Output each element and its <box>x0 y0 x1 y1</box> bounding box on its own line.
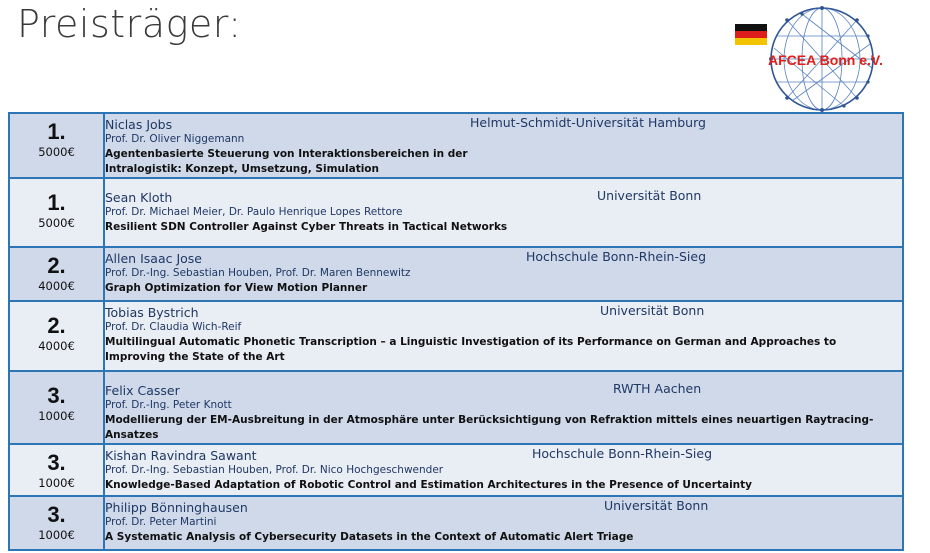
rank-cell <box>9 444 104 496</box>
advisors: Prof. Dr.-Ing. Sebastian Houben, Prof. Dr. Nico Hochgeschwender <box>105 464 444 476</box>
university-name: Universität Bonn <box>600 303 705 318</box>
rank-label: 2. <box>47 313 66 338</box>
advisors: Prof. Dr. Oliver Niggemann <box>105 133 245 145</box>
rank-label: 3. <box>47 502 66 527</box>
winner-info <box>104 178 903 247</box>
thesis-title: Graph Optimization for View Motion Planner <box>105 282 368 294</box>
prize-amount: 1000€ <box>38 476 75 490</box>
thesis-title: A Systematic Analysis of Cybersecurity Datasets in the Context of Automatic Alert Triage <box>105 531 634 543</box>
thesis-title: Modellierung der EM-Ausbreitung in der Atmosphäre unter Berücksichtigung von Refraktion mittels eines neuartigen Raytracing-Ansatzes <box>105 414 874 441</box>
advisors: Prof. Dr.-Ing. Peter Knott <box>105 399 232 411</box>
winner-info <box>104 301 903 371</box>
page-title: Preisträger: <box>17 2 242 46</box>
rank-label: 1. <box>47 190 66 215</box>
winner-name: Sean Kloth <box>105 190 173 205</box>
prize-amount: 5000€ <box>38 216 75 230</box>
logo-text: AFCEA Bonn e.V. <box>768 52 883 68</box>
winner-name: Niclas Jobs <box>105 117 173 132</box>
university-name: RWTH Aachen <box>613 381 702 396</box>
rank-label: 3. <box>47 383 66 408</box>
winners-table <box>8 112 904 551</box>
winner-name: Allen Isaac Jose <box>105 251 202 266</box>
rank-cell <box>9 247 104 301</box>
university-name: Hochschule Bonn-Rhein-Sieg <box>532 446 713 461</box>
rank-cell <box>9 496 104 550</box>
rank-cell <box>9 113 104 178</box>
university-name: Helmut-Schmidt-Universität Hamburg <box>470 115 706 130</box>
thesis-title: Multilingual Automatic Phonetic Transcription – a Linguistic Investigation of its Performance on German and Approaches to Improving the State of the Art <box>105 336 837 363</box>
prize-amount: 1000€ <box>38 409 75 423</box>
thesis-title: Knowledge-Based Adaptation of Robotic Control and Estimation Architectures in the Presence of Uncertainty <box>105 479 753 491</box>
winner-info <box>104 496 903 550</box>
rank-cell <box>9 178 104 247</box>
rank-label: 1. <box>47 119 66 144</box>
winner-info <box>104 371 903 444</box>
table-row <box>9 113 903 178</box>
advisors: Prof. Dr. Peter Martini <box>105 516 217 528</box>
university-name: Universität Bonn <box>604 498 709 513</box>
winner-name: Kishan Ravindra Sawant <box>105 448 257 463</box>
table-row <box>9 178 903 247</box>
rank-label: 2. <box>47 253 66 278</box>
prize-amount: 4000€ <box>38 339 75 353</box>
thesis-title: Agentenbasierte Steuerung von Interaktionsbereichen in der Intralogistik: Konzept, Umsetzung, Simulation <box>105 148 468 175</box>
winner-name: Tobias Bystrich <box>105 305 199 320</box>
winner-name: Philipp Bönninghausen <box>105 500 248 515</box>
prize-amount: 5000€ <box>38 145 75 159</box>
winner-name: Felix Casser <box>105 383 180 398</box>
prize-amount: 4000€ <box>38 279 75 293</box>
table-row <box>9 496 903 550</box>
advisors: Prof. Dr. Claudia Wich-Reif <box>105 321 242 333</box>
university-name: Universität Bonn <box>597 188 702 203</box>
winner-info <box>104 247 903 301</box>
table-row <box>9 301 903 371</box>
prize-amount: 1000€ <box>38 528 75 542</box>
winner-info <box>104 444 903 496</box>
rank-cell <box>9 301 104 371</box>
table-row <box>9 371 903 444</box>
rank-cell <box>9 371 104 444</box>
advisors: Prof. Dr. Michael Meier, Dr. Paulo Henrique Lopes Rettore <box>105 206 403 218</box>
rank-label: 3. <box>47 450 66 475</box>
winner-info <box>104 113 903 178</box>
advisors: Prof. Dr.-Ing. Sebastian Houben, Prof. Dr. Maren Bennewitz <box>105 267 411 279</box>
university-name: Hochschule Bonn-Rhein-Sieg <box>526 249 707 264</box>
table-row <box>9 444 903 496</box>
table-row <box>9 247 903 301</box>
thesis-title: Resilient SDN Controller Against Cyber Threats in Tactical Networks <box>105 221 508 233</box>
